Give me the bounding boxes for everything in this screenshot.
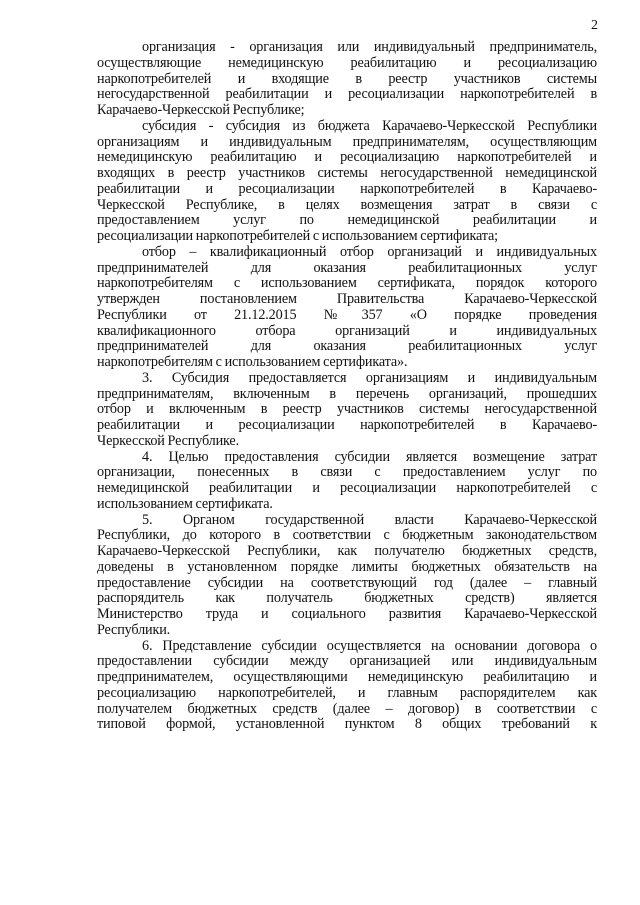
text-line: Министерство труда и социального развития Карачаево-Черкесской bbox=[97, 606, 597, 622]
text-line: предоставление субсидии на соответствующий год (далее – главный bbox=[97, 574, 597, 591]
text-line: отбор и включенным в реестр участников системы негосударственной bbox=[97, 401, 597, 418]
text-line: использованием сертификата. bbox=[97, 495, 273, 512]
text-line: типовой формой, установленной пунктом 8 общих требований к bbox=[97, 716, 597, 733]
text-line: утвержден постановлением Правительства Карачаево-Черкесской bbox=[97, 291, 597, 307]
paragraph bbox=[97, 371, 597, 450]
text-line: наркопотребителям с использованием сертификата». bbox=[97, 354, 408, 370]
text-line: организациям и индивидуальным предпринимателям, осуществляющим bbox=[97, 133, 597, 150]
text-line: Черкесской Республике, в целях возмещения затрат в связи с bbox=[97, 196, 597, 213]
text-line: реабилитации и ресоциализации наркопотребителей в Карачаево- bbox=[97, 180, 597, 197]
text-line: предоставлении субсидии между организацией или индивидуальным bbox=[97, 653, 597, 670]
text-line: наркопотребителям с использованием сертификата, порядок которого bbox=[97, 275, 597, 292]
text-line: 5. Органом государственной власти Карачаево-Черкесской bbox=[142, 511, 597, 528]
page-number: 2 bbox=[591, 18, 598, 33]
text-line: предпринимателям, включенным в перечень организаций, прошедших bbox=[97, 385, 597, 402]
text-line: организация - организация или индивидуальный предприниматель, bbox=[142, 39, 597, 55]
text-line: предоставлением услуг по немедицинской реабилитации и bbox=[97, 212, 597, 229]
text-line: немедицинскую реабилитацию и ресоциализацию наркопотребителей и bbox=[97, 149, 597, 166]
paragraph bbox=[97, 513, 597, 639]
text-line: получателем бюджетных средств (далее – договор) в соответствии с bbox=[97, 700, 597, 717]
text-line: Республики, до которого в соответствии с бюджетным законодательством bbox=[97, 527, 597, 544]
text-line: предпринимателей для оказания реабилитационных услуг bbox=[97, 338, 597, 355]
text-line: Карачаево-Черкесской Республики, как получателю бюджетных средств, bbox=[97, 543, 597, 559]
text-line: распорядитель как получатель бюджетных средств) является bbox=[97, 590, 597, 607]
text-line: ресоциализации наркопотребителей с использованием сертификата; bbox=[97, 228, 498, 244]
text-line: 3. Субсидия предоставляется организациям и индивидуальным bbox=[142, 369, 597, 386]
text-line: предпринимателем, осуществляющими немедицинскую реабилитацию и bbox=[97, 669, 597, 685]
text-line: субсидия - субсидия из бюджета Карачаево-Черкесской Республики bbox=[142, 117, 597, 134]
document-body bbox=[97, 40, 597, 733]
paragraph bbox=[97, 40, 597, 119]
text-line: 6. Представление субсидии осуществляется на основании договора о bbox=[142, 637, 597, 654]
text-line: Карачаево-Черкесской Республике; bbox=[97, 102, 305, 118]
text-line: 4. Целью предоставления субсидии является возмещение затрат bbox=[142, 448, 597, 465]
text-line: наркопотребителей и входящие в реестр участников системы bbox=[97, 70, 597, 87]
text-line: Черкесской Республике. bbox=[97, 432, 239, 449]
text-line: входящих в реестр участников системы негосударственной немедицинской bbox=[97, 165, 597, 181]
paragraph bbox=[97, 639, 597, 734]
text-line: организации, понесенных в связи с предоставлением услуг по bbox=[97, 464, 597, 481]
text-line: Республики. bbox=[97, 621, 171, 638]
paragraph bbox=[97, 119, 597, 245]
text-line: доведены в установленном порядке лимиты бюджетных обязательств на bbox=[97, 558, 597, 575]
text-line: немедицинской реабилитации и ресоциализации наркопотребителей с bbox=[97, 480, 597, 496]
paragraph bbox=[97, 450, 597, 513]
text-line: осуществляющие немедицинскую реабилитацию и ресоциализацию bbox=[97, 54, 597, 71]
text-line: предпринимателей для оказания реабилитационных услуг bbox=[97, 259, 597, 276]
text-line: ресоциализацию наркопотребителей, и главным распорядителем как bbox=[97, 684, 597, 701]
text-line: негосударственной реабилитации и ресоциализации наркопотребителей в bbox=[97, 86, 597, 103]
paragraph bbox=[97, 245, 597, 371]
text-line: отбор – квалификационный отбор организаций и индивидуальных bbox=[142, 243, 597, 260]
text-line: квалификационного отбора организаций и индивидуальных bbox=[97, 322, 597, 339]
text-line: реабилитации и ресоциализации наркопотребителей в Карачаево- bbox=[97, 417, 597, 433]
text-line: Республики от 21.12.2015 №357 «О порядке проведения bbox=[97, 306, 597, 323]
